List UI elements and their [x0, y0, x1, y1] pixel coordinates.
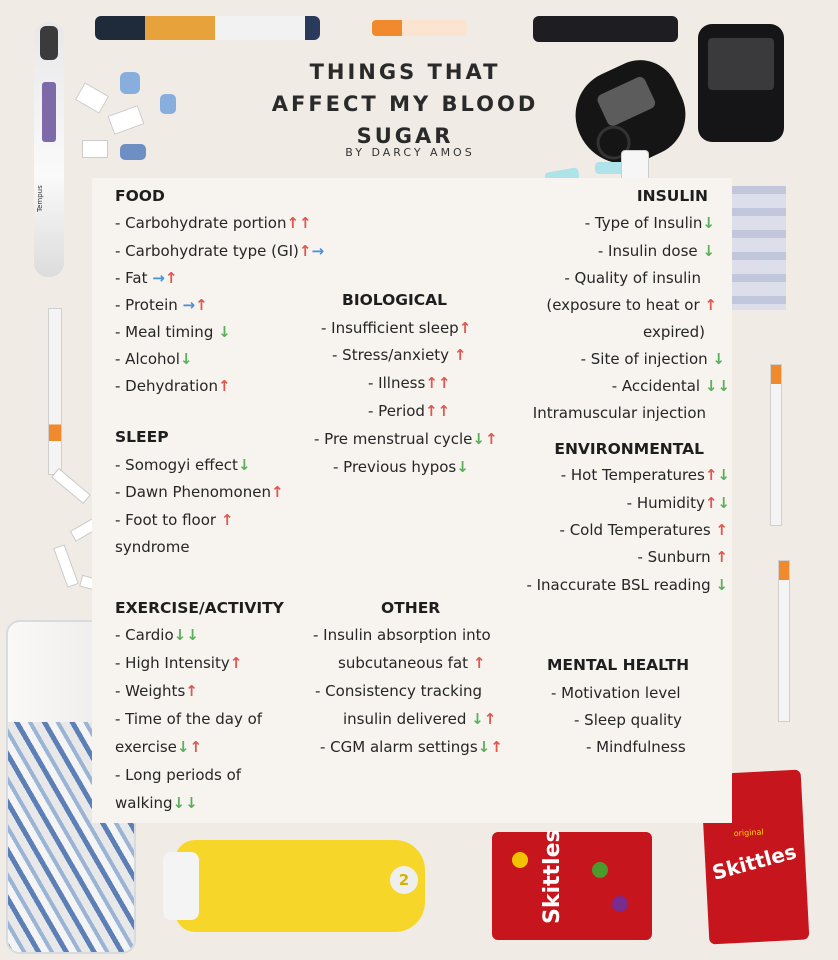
- arrow-icon: ↓: [717, 466, 730, 484]
- biological-item: - Illness↑↑: [368, 374, 451, 392]
- arrow-icon: ↑: [185, 682, 198, 700]
- food-item: - Alcohol↓: [115, 350, 193, 368]
- sleep-heading: SLEEP: [115, 428, 169, 446]
- pen-brand-label: Tempus: [36, 185, 44, 212]
- food-item: - Carbohydrate type (GI)↑→: [115, 242, 325, 260]
- exercise-item: walking↓↓: [115, 794, 198, 812]
- other-item: - Consistency tracking: [315, 682, 483, 700]
- arrow-icon: ↑↑: [424, 402, 451, 420]
- environmental-item: - Humidity↑↓: [626, 494, 730, 512]
- food-item: - Protein →↑: [115, 296, 208, 314]
- food-heading: FOOD: [115, 187, 165, 205]
- arrow-icon: ↑: [229, 654, 243, 672]
- arrow-icon: ↑: [485, 430, 498, 448]
- biological-heading: BIOLOGICAL: [342, 291, 447, 309]
- arrow-icon: ↑: [164, 269, 178, 287]
- arrow-icon: ↑: [189, 738, 203, 756]
- other-heading: OTHER: [381, 599, 441, 617]
- arrow-icon: ↑: [453, 346, 467, 364]
- arrow-icon: ↓↓: [704, 377, 730, 395]
- arrow-icon: ↑: [490, 738, 503, 756]
- arrow-icon: →: [311, 242, 325, 260]
- insulin-item: (exposure to heat or ↑: [546, 296, 717, 314]
- arrow-icon: ↑: [483, 710, 497, 728]
- arrow-icon: ↑: [298, 242, 312, 260]
- insulin-item: Intramuscular injection: [532, 404, 706, 422]
- mental-heading: MENTAL HEALTH: [547, 656, 690, 674]
- food-item: - Dehydration↑: [115, 377, 231, 395]
- other-item: subcutaneous fat ↑: [338, 654, 486, 672]
- insulin-item: - Insulin dose ↓: [597, 242, 715, 260]
- finger-pricker: [533, 16, 678, 42]
- arrow-icon: ↓↓: [173, 626, 199, 644]
- title-line-1: THINGS THAT: [309, 60, 501, 84]
- arrow-icon: ↑: [270, 483, 284, 501]
- title-line-3: SUGAR: [356, 124, 454, 148]
- syringe-left: [48, 308, 62, 475]
- syringe-right-2: [778, 560, 790, 722]
- food-item: - Carbohydrate portion↑↑: [115, 214, 312, 232]
- other-item: - Insulin absorption into: [313, 626, 491, 644]
- environmental-heading: ENVIRONMENTAL: [554, 440, 704, 458]
- insulin-item: - Type of Insulin↓: [584, 214, 715, 232]
- other-item: - CGM alarm settings↓↑: [320, 738, 503, 756]
- arrow-icon: ↑: [704, 296, 717, 314]
- biological-item: - Previous hypos↓: [333, 458, 469, 476]
- arrow-icon: ↓: [237, 456, 251, 474]
- byline: BY DARCY AMOS: [345, 146, 475, 159]
- arrow-icon: ↑: [195, 296, 208, 314]
- insulin-heading: INSULIN: [636, 187, 708, 205]
- glucose-meter-square: [698, 24, 784, 142]
- syringe-right-1: [770, 364, 782, 526]
- biological-item: - Pre menstrual cycle↓↑: [314, 430, 498, 448]
- arrow-icon: ↓: [472, 430, 485, 448]
- sleep-item: syndrome: [115, 538, 190, 556]
- arrow-icon: ↓: [715, 576, 728, 594]
- insulin-item: expired): [643, 323, 705, 341]
- arrow-icon: ↓: [179, 350, 193, 368]
- environmental-item: - Cold Temperatures ↑: [559, 521, 728, 539]
- insulin-item: - Quality of insulin: [564, 269, 701, 287]
- exercise-item: - High Intensity↑: [115, 654, 243, 672]
- food-item: - Fat →↑: [115, 269, 178, 287]
- glucose-tablet-bottle: [175, 840, 425, 932]
- arrow-icon: ↓: [477, 738, 491, 756]
- pen-needles-pile: [70, 70, 190, 170]
- arrow-icon: ↑↑: [286, 214, 312, 232]
- sleep-item: - Dawn Phenomonen↑: [115, 483, 284, 501]
- title-line-2: AFFECT MY BLOOD: [271, 92, 539, 116]
- exercise-item: exercise↓↑: [115, 738, 203, 756]
- arrow-icon: ↓: [717, 494, 730, 512]
- environmental-item: - Inaccurate BSL reading ↓: [526, 576, 728, 594]
- arrow-icon: ↑: [715, 548, 728, 566]
- mental-item: - Sleep quality: [574, 711, 682, 729]
- arrow-icon: ↑: [715, 521, 728, 539]
- arrow-icon: ↓: [702, 214, 715, 232]
- arrow-icon: ↑: [472, 654, 486, 672]
- arrow-icon: ↑: [704, 494, 718, 512]
- arrow-icon: →: [182, 296, 196, 314]
- bottle-number: 2: [390, 866, 418, 894]
- arrow-icon: ↑: [220, 511, 234, 529]
- arrow-icon: ↓: [456, 458, 469, 476]
- arrow-icon: ↑↑: [425, 374, 451, 392]
- arrow-icon: ↓: [218, 323, 231, 341]
- biological-item: - Stress/anxiety ↑: [332, 346, 467, 364]
- arrow-icon: ↓: [176, 738, 190, 756]
- sleep-item: - Foot to floor ↑: [115, 511, 234, 529]
- insulin-item: - Accidental ↓↓: [611, 377, 730, 395]
- biological-item: - Period↑↑: [368, 402, 451, 420]
- candy-brand-label-2: Skittles: [709, 839, 799, 885]
- exercise-item: - Time of the day of: [115, 710, 263, 728]
- candy-brand-label-1: Skittles: [540, 829, 565, 924]
- arrow-icon: ↓: [712, 350, 725, 368]
- sleep-item: - Somogyi effect↓: [115, 456, 251, 474]
- insulin-pen-vertical: [34, 22, 64, 277]
- other-item: insulin delivered ↓↑: [343, 710, 497, 728]
- exercise-item: - Long periods of: [115, 766, 242, 784]
- exercise-heading: EXERCISE/ACTIVITY: [115, 599, 284, 617]
- biological-item: - Insufficient sleep↑: [321, 319, 472, 337]
- pen-needle-tip: [372, 20, 467, 36]
- exercise-item: - Cardio↓↓: [115, 626, 199, 644]
- mental-item: - Mindfulness: [586, 738, 686, 756]
- exercise-item: - Weights↑: [115, 682, 198, 700]
- candy-tag-label: original: [733, 827, 764, 839]
- page-title: [230, 56, 580, 152]
- arrow-icon: ↑: [704, 466, 718, 484]
- insulin-pen-top: [95, 16, 320, 40]
- environmental-item: - Hot Temperatures↑↓: [560, 466, 730, 484]
- arrow-icon: →: [152, 269, 165, 287]
- arrow-icon: ↑: [458, 319, 472, 337]
- mental-item: - Motivation level: [551, 684, 681, 702]
- insulin-item: - Site of injection ↓: [580, 350, 725, 368]
- food-item: - Meal timing ↓: [115, 323, 231, 341]
- candy-bag-horizontal: [492, 829, 652, 940]
- arrow-icon: ↓: [471, 710, 484, 728]
- environmental-item: - Sunburn ↑: [637, 548, 728, 566]
- arrow-icon: ↓↓: [172, 794, 198, 812]
- arrow-icon: ↓: [702, 242, 715, 260]
- arrow-icon: ↑: [217, 377, 231, 395]
